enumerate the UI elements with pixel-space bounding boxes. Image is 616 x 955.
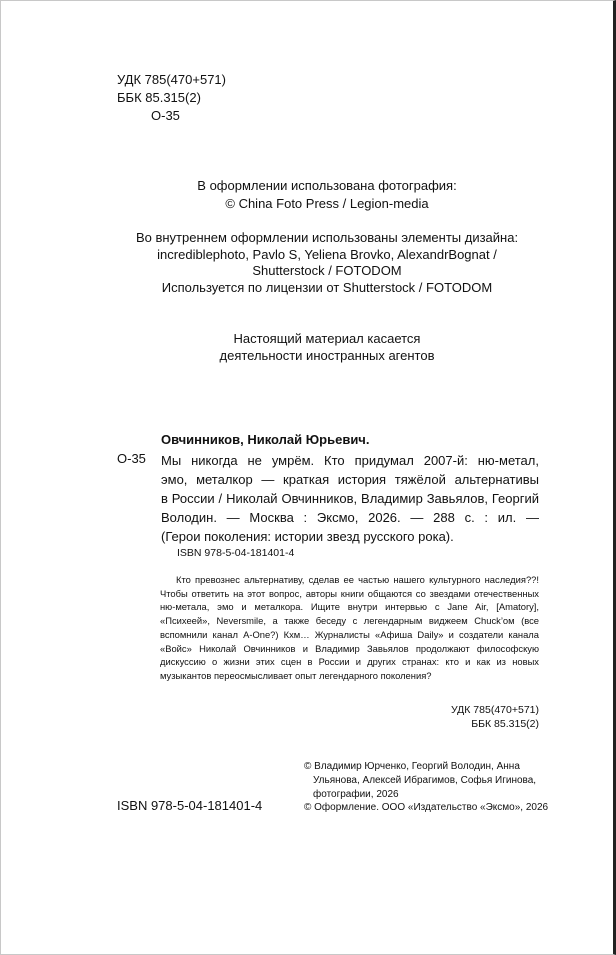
copyright-line: © Оформление. ООО «Издательство «Эксмо», 2026	[304, 802, 549, 814]
copyright-line: фотографии, 2026	[313, 788, 399, 800]
annotation-bbk: ББК 85.315(2)	[471, 718, 539, 730]
catalog-description-line: эмо, металкор — краткая история тяжёлой альтернативы	[161, 472, 539, 487]
catalog-description	[161, 451, 539, 546]
copyright-block	[304, 760, 549, 815]
catalog-description-line: Володин. — Москва : Эксмо, 2026. — 288 с. : ил. —	[161, 510, 539, 525]
notice-line: деятельности иностранных агентов	[219, 348, 435, 363]
catalog-description-line: (Герои поколения: истории звезд русского рока).	[161, 529, 454, 544]
cover-photo-source: © China Foto Press / Legion-media	[225, 196, 429, 211]
catalog-author-mark: О-35	[117, 451, 146, 466]
catalog-description-line: Мы никогда не умрём. Кто придумал 2007-й: ню-метал,	[161, 453, 539, 468]
bbk-code: ББК 85.315(2)	[117, 90, 201, 105]
catalog-isbn: ISBN 978-5-04-181401-4	[177, 547, 295, 559]
annotation-text: Кто превознес альтернативу, сделав ее частью нашего культурного наследия??! Чтобы ответить на этот вопрос, авторы книги общаются со звездами отечественных ню-метала, эмо и металкора. Ищите внутри интервью с Jane Air, [Amatory], «Психеей», Neversmile, а также беседу с легендарным виджеем Chuck’ом (все вспомнили канал A-One?) Кхм… Журналисты «Афиша Daily» и создатели канала «Войс» Николай Овчинников и Владимир Завьялов продолжают философскую дискуссию о жизни этих сцен в России и других странах: кто и как из новых музыкантов переосмысливает опыт легендарного поколения?	[160, 574, 539, 681]
author-mark: О-35	[151, 108, 180, 123]
license-line: Используется по лицензии от Shutterstock / FOTODOM	[161, 280, 493, 295]
footer-isbn: ISBN 978-5-04-181401-4	[117, 798, 263, 813]
notice-line: Настоящий материал касается	[233, 331, 421, 346]
cover-photo-credit: В оформлении использована фотография:	[197, 178, 457, 193]
design-credit-line: incrediblephoto, Pavlo S, Yeliena Brovko, AlexandrBognat /	[157, 247, 497, 262]
catalog-author: Овчинников, Николай Юрьевич.	[161, 432, 370, 447]
catalog-description-line: в России / Николай Овчинников, Владимир Завьялов, Георгий	[161, 491, 539, 506]
udk-code: УДК 785(470+571)	[117, 72, 226, 87]
copyright-line: Ульянова, Алексей Ибрагимов, Софья Игинова,	[313, 774, 537, 786]
copyright-line: © Владимир Юрченко, Георгий Володин, Анна	[304, 761, 520, 772]
design-credit-line: Shutterstock / FOTODOM	[252, 263, 402, 278]
design-credit-line: Во внутреннем оформлении использованы элементы дизайна:	[135, 230, 519, 245]
annotation-udk: УДК 785(470+571)	[450, 704, 539, 716]
